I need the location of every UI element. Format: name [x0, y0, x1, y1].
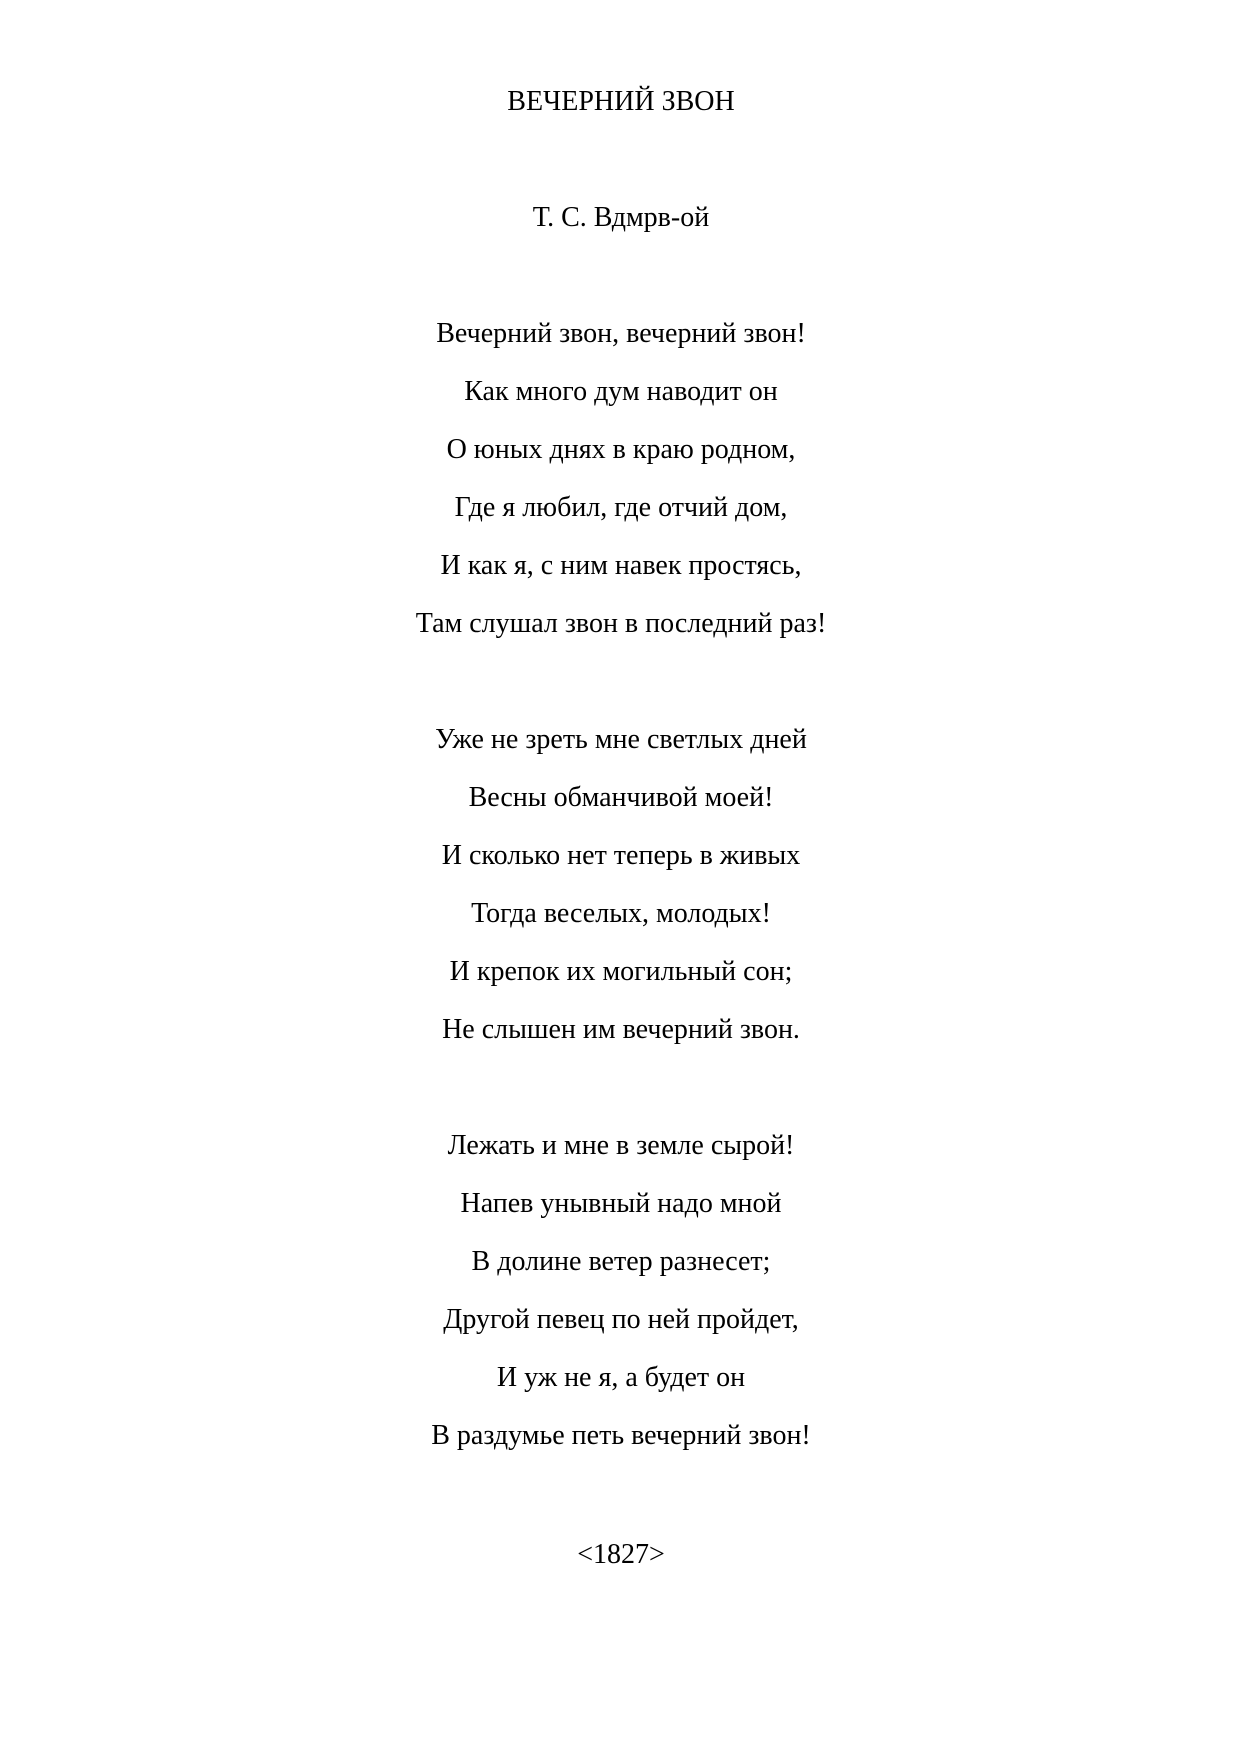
stanza-3 [0, 1126, 1242, 1474]
verse-line: Уже не зреть мне светлых дней [435, 724, 807, 755]
verse-line: И уж не я, а будет он [496, 1362, 746, 1393]
stanza-1 [0, 314, 1242, 662]
verse-line: Как много дум наводит он [464, 376, 778, 407]
verse-line: И как я, с ним навек простясь, [440, 550, 802, 581]
verse-line: И сколько нет теперь в живых [441, 840, 801, 871]
verse-line: Вечерний звон, вечерний звон! [436, 318, 806, 349]
verse-line: Где я любил, где отчий дом, [454, 492, 788, 523]
verse-line: В раздумье петь вечерний звон! [431, 1420, 811, 1451]
verse-line: Не слышен им вечерний звон. [442, 1014, 800, 1045]
verse-line: Весны обманчивой моей! [468, 782, 774, 813]
stanza-2 [0, 720, 1242, 1068]
verse-line: Другой певец по ней пройдет, [443, 1304, 799, 1335]
verse-line: Лежать и мне в земле сырой! [447, 1130, 795, 1161]
verse-line: Напев унывный надо мной [460, 1188, 782, 1219]
poem-title: ВЕЧЕРНИЙ ЗВОН [507, 86, 735, 117]
poem-dedication: Т. С. Вдмрв-ой [532, 202, 710, 233]
poem-date: <1827> [577, 1539, 665, 1570]
verse-line: И крепок их могильный сон; [449, 956, 793, 987]
verse-line: Тогда веселых, молодых! [471, 898, 771, 929]
verse-line: Там слушал звон в последний раз! [415, 608, 827, 639]
verse-line: О юных днях в краю родном, [446, 434, 796, 465]
verse-line: В долине ветер разнесет; [471, 1246, 771, 1277]
